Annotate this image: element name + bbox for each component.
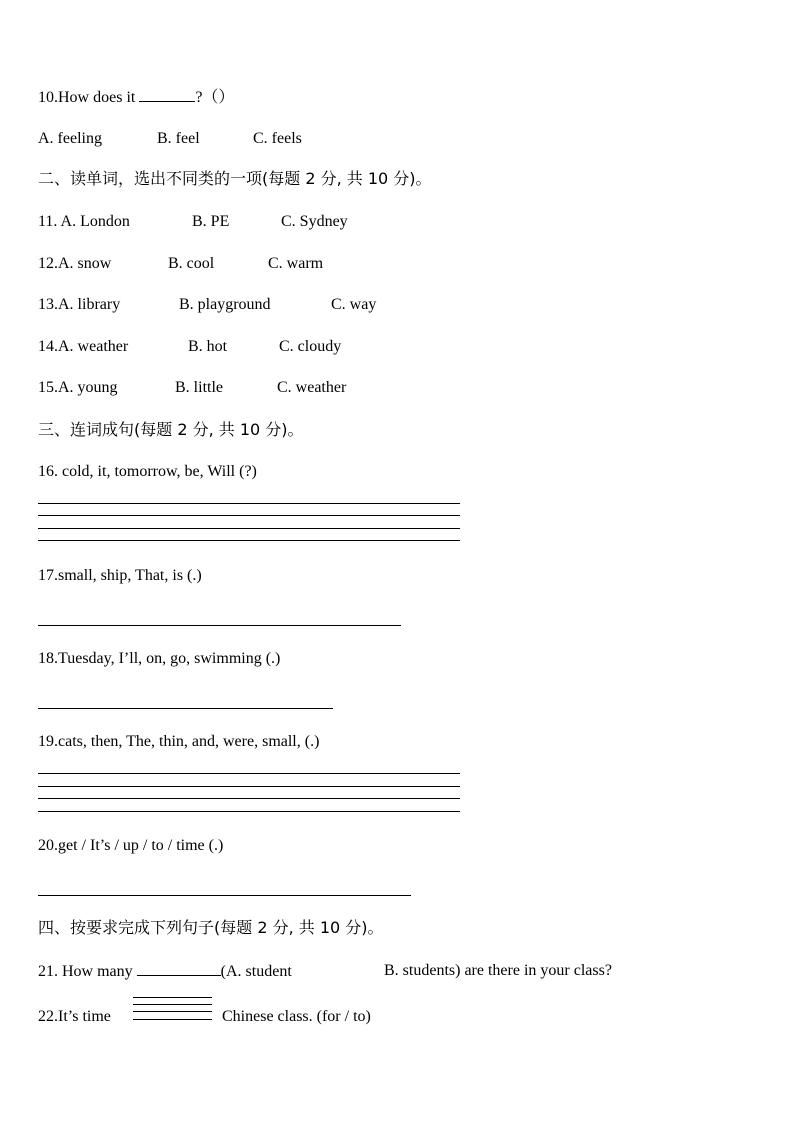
q19-prompt: 19.cats, then, The, thin, and, were, small, (.) [38, 733, 320, 750]
q22-prefix: 22.It’s time [38, 1008, 111, 1025]
q18-answer-line[interactable] [38, 708, 333, 709]
q21-prompt [38, 961, 292, 982]
q16-prompt: 16. cold, it, tomorrow, be, Will (?) [38, 463, 257, 480]
section4-heading: 四、按要求完成下列句子(每题 2 分, 共 10 分)。 [38, 918, 384, 937]
q14-option-b[interactable]: B. hot [188, 338, 228, 355]
q21-option-a[interactable]: (A. student [220, 963, 292, 980]
q11-option-a[interactable]: 11. A. London [38, 213, 130, 230]
q14-option-a[interactable]: 14.A. weather [38, 338, 129, 355]
q10-option-b[interactable]: B. feel [157, 130, 200, 147]
q10-prefix: 10.How does it [38, 89, 136, 106]
q17-answer-line[interactable] [38, 625, 401, 626]
q22-answer-line-4[interactable] [133, 1019, 212, 1020]
q15-option-b[interactable]: B. little [175, 379, 223, 396]
q10-blank[interactable] [139, 87, 195, 102]
q19-answer-line-1[interactable] [38, 773, 460, 774]
q12-option-a[interactable]: 12.A. snow [38, 255, 112, 272]
section3-heading: 三、连词成句(每题 2 分, 共 10 分)。 [38, 420, 304, 439]
q11-option-b[interactable]: B. PE [192, 213, 230, 230]
q12-option-c[interactable]: C. warm [268, 255, 324, 272]
q11-option-c[interactable]: C. Sydney [281, 213, 348, 230]
q18-prompt: 18.Tuesday, I’ll, on, go, swimming (.) [38, 650, 281, 667]
q21-rest: B. students) are there in your class? [384, 962, 612, 979]
q21-prefix: 21. How many [38, 963, 133, 980]
q22-answer-line-1[interactable] [133, 997, 212, 998]
q10-suffix: ?（） [195, 89, 235, 106]
q22-answer-line-3[interactable] [133, 1011, 212, 1012]
q22-suffix: Chinese class. (for / to) [222, 1008, 371, 1025]
q13-option-a[interactable]: 13.A. library [38, 296, 121, 313]
q22-answer-line-2[interactable] [133, 1004, 212, 1005]
q16-answer-line-1[interactable] [38, 503, 460, 504]
q19-answer-line-3[interactable] [38, 798, 460, 799]
q16-answer-line-2[interactable] [38, 515, 460, 516]
q19-answer-line-4[interactable] [38, 811, 460, 812]
q10-stem [38, 87, 234, 108]
q13-option-c[interactable]: C. way [331, 296, 377, 313]
q13-option-b[interactable]: B. playground [179, 296, 271, 313]
q15-option-a[interactable]: 15.A. young [38, 379, 118, 396]
q10-option-c[interactable]: C. feels [253, 130, 302, 147]
q20-answer-line[interactable] [38, 895, 411, 896]
q14-option-c[interactable]: C. cloudy [279, 338, 342, 355]
q12-option-b[interactable]: B. cool [168, 255, 215, 272]
q20-prompt: 20.get / It’s / up / to / time (.) [38, 837, 224, 854]
section2-heading: 二、读单词，选出不同类的一项(每题 2 分, 共 10 分)。 [38, 169, 432, 188]
q21-blank[interactable] [137, 961, 221, 976]
q17-prompt: 17.small, ship, That, is (.) [38, 567, 202, 584]
q10-option-a[interactable]: A. feeling [38, 130, 102, 147]
q15-option-c[interactable]: C. weather [277, 379, 347, 396]
q16-answer-line-4[interactable] [38, 540, 460, 541]
q19-answer-line-2[interactable] [38, 786, 460, 787]
q16-answer-line-3[interactable] [38, 528, 460, 529]
